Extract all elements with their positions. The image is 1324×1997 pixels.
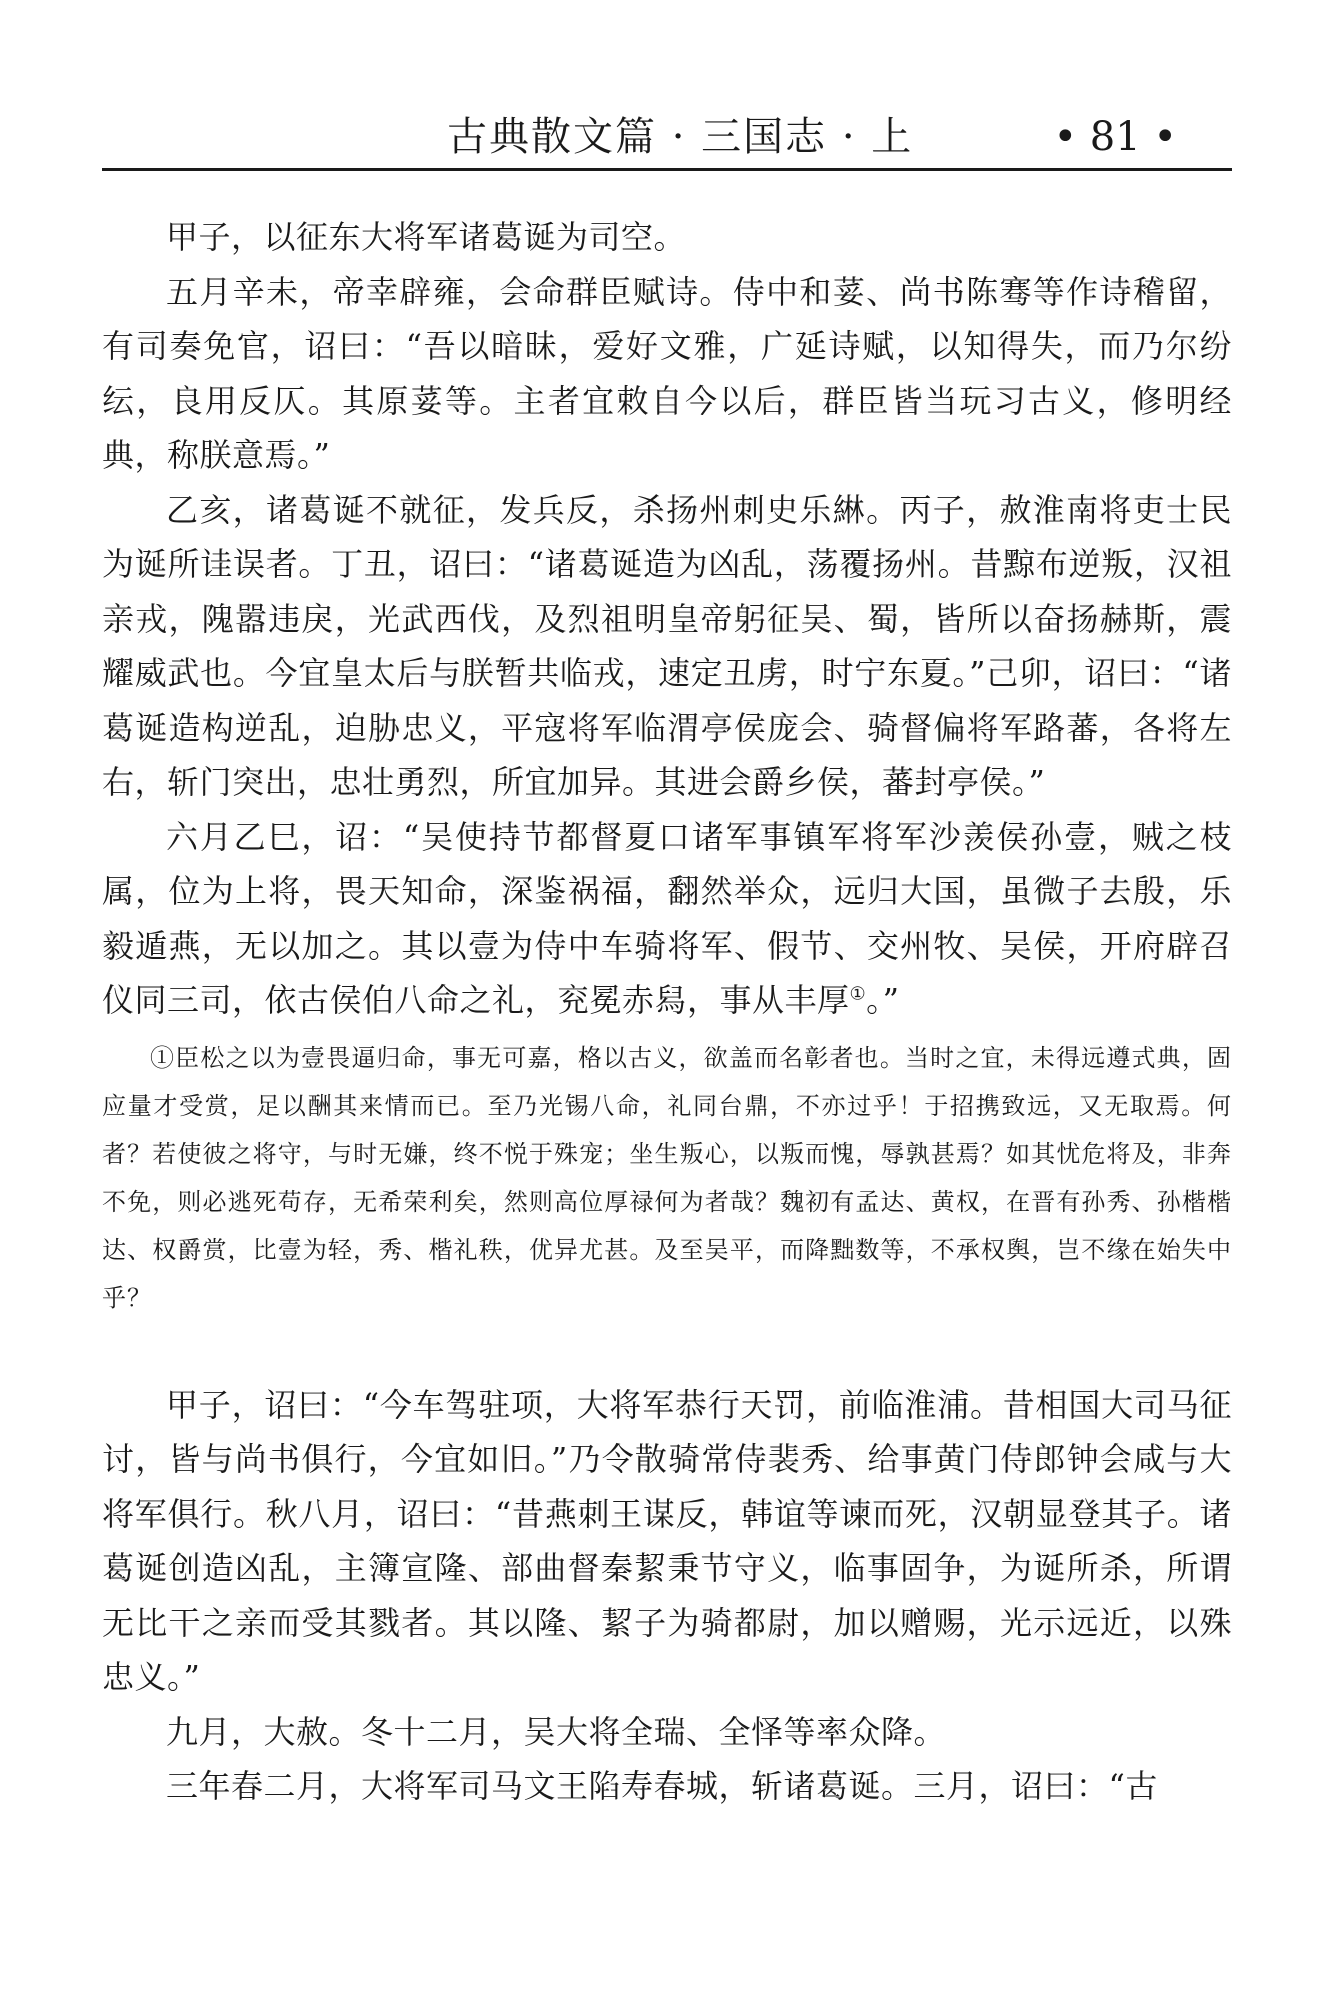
footnote: ①臣松之以为壹畏逼归命，事无可嘉，格以古义，欲盖而名彰者也。当时之宜，未得远遵式典，固应量才受赏，足以酬其来情而已。至乃光锡八命，礼同台鼎，不亦过乎！于招携致远，又无取焉。何者？若使彼之将守，与时无嫌，终不悦于殊宠；坐生叛心，以叛而愧，辱孰甚焉？如其忧危将及，非奔不免，则必逃死苟存，无希荣利矣，然则高位厚禄何为者哉？魏初有孟达、黄权，在晋有孙秀、孙楷楷达、权爵赏，比壹为轻，秀、楷礼秩，优异尤甚。及至吴平，而降黜数等，不承权舆，岂不缘在始失中乎？: [102, 1043, 1232, 1312]
paragraph: 九月，大赦。冬十二月，吴大将全瑞、全怿等率众降。: [166, 1712, 947, 1751]
page-header: [102, 108, 1232, 166]
main-text: [102, 210, 1232, 1814]
section-gap: [102, 1322, 1232, 1378]
paragraph: 乙亥，诸葛诞不就征，发兵反，杀扬州刺史乐綝。丙子，赦淮南将吏士民为诞所诖误者。丁丑，诏曰：“诸葛诞造为凶乱，荡覆扬州。昔黥布逆叛，汉祖亲戎，隗嚣违戾，光武西伐，及烈祖明皇帝躬征吴、蜀，皆所以奋扬赫斯，震耀威武也。今宜皇太后与朕暂共临戎，速定丑虏，时宁东夏。”己卯，诏曰：“诸葛诞造构逆乱，迫胁忠义，平寇将军临渭亭侯庞会、骑督偏将军路蕃，各将左右，斩门突出，忠壮勇烈，所宜加异。其进会爵乡侯，蕃封亭侯。”: [102, 490, 1232, 801]
paragraph-june-edict: [102, 810, 1232, 1028]
header-rule: [102, 168, 1232, 171]
footnote-marker: ①: [849, 983, 867, 1005]
june-edict-closing: 。”: [866, 981, 900, 1019]
paragraph: 甲子，诏曰：“今车驾驻项，大将军恭行天罚，前临淮浦。昔相国大司马征讨，皆与尚书俱行，今宜如旧。”乃令散骑常侍裴秀、给事黄门侍郎钟会咸与大将军俱行。秋八月，诏曰：“昔燕刺王谋反，韩谊等谏而死，汉朝显登其子。诸葛诞创造凶乱，主簿宣隆、部曲督秦絜秉节守义，临事固争，为诞所杀，所谓无比干之亲而受其戮者。其以隆、絜子为骑都尉，加以赠赐，光示远近，以殊忠义。”: [102, 1385, 1232, 1696]
running-title: 古典散文篇 · 三国志 · 上: [447, 114, 914, 160]
paragraph: 三年春二月，大将军司马文王陷寿春城，斩诸葛诞。三月，诏曰：“古: [166, 1767, 1158, 1805]
page-number: • 81 •: [1053, 114, 1177, 160]
june-edict-text: 六月乙巳，诏：“吴使持节都督夏口诸军事镇军将军沙羡侯孙壹，贼之枝属，位为上将，畏天知命，深鉴祸福，翻然举众，远归大国，虽微子去殷，乐毅遁燕，无以加之。其以壹为侍中车骑将军、假节、交州牧、吴侯，开府辟召仪同三司，依古侯伯八命之礼，兖冕赤舄，事从丰厚: [102, 817, 1232, 1019]
paragraph: 甲子，以征东大将军诸葛诞为司空。: [166, 218, 687, 256]
paragraph: 五月辛未，帝幸辟雍，会命群臣赋诗。侍中和荽、尚书陈骞等作诗稽留，有司奏免官，诏曰：“吾以暗昧，爱好文雅，广延诗赋，以知得失，而乃尔纷纭，良用反仄。其原荽等。主者宜敕自今以后，群臣皆当玩习古义，修明经典，称朕意焉。”: [102, 272, 1232, 474]
